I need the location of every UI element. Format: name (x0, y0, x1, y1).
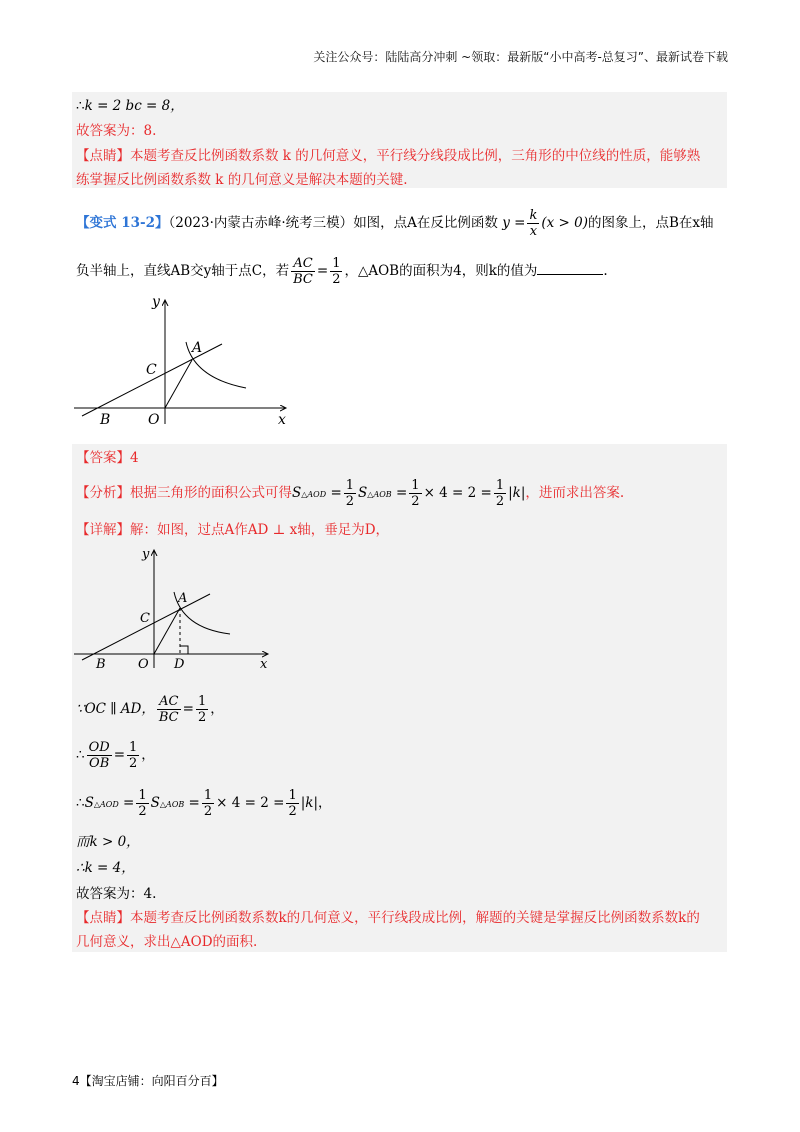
note-tag: 【点睛】 (76, 148, 130, 164)
problem-line-2 (76, 256, 608, 287)
equals-sign: = (113, 747, 125, 763)
step-1-fraction: $\frac{AC}{BC}$ (158, 694, 179, 725)
analysis-tag: 【分析】 (76, 485, 130, 501)
therefore-symbol: ∴ (76, 795, 85, 811)
segment-oa (165, 360, 192, 408)
prev-result-math: k = 2 bc = 8， (84, 98, 184, 114)
comma: ， (141, 747, 155, 763)
func-fraction: $\frac{k}{x}$ (529, 208, 538, 239)
prev-result-line (76, 96, 184, 116)
label-b: B (96, 657, 106, 672)
label-b: B (100, 412, 111, 428)
area-symbol: S (84, 795, 94, 811)
area-symbol: S (150, 795, 160, 811)
note2-text-1: 本题考查反比例函数系数k的几何意义，平行线段成比例，解题的关键是掌握反比例函数系数k的 (130, 910, 700, 926)
prev-note-line-1 (76, 146, 700, 166)
answer-line (76, 448, 139, 468)
problem-text-2b: ，△AOB的面积为4，则k的值为 (344, 263, 538, 279)
page-number: 4 (72, 1074, 80, 1088)
area-subscript: △AOB (367, 490, 392, 499)
step-1-text: ∵OC ∥ AD， (76, 701, 155, 717)
detail-text: 解：如图，过点A作AD ⊥ x轴，垂足为D， (130, 522, 390, 538)
figure-2 (70, 542, 280, 672)
label-o: O (138, 657, 149, 672)
step-1 (76, 692, 224, 726)
problem-source: （2023·内蒙古赤峰·统考三模） (168, 215, 354, 231)
equals-sign: = (182, 701, 194, 717)
comma: ， (210, 701, 224, 717)
label-o: O (148, 412, 160, 428)
func-condition: (x > 0) (541, 215, 588, 231)
abs-k: |k| (300, 795, 318, 811)
detail-line (76, 520, 389, 540)
abs-k: |k| (508, 485, 526, 501)
label-x: x (260, 657, 268, 672)
note2-line-2: 几何意义，求出△AOD的面积. (76, 934, 258, 950)
problem-text-1a: 如图，点A在反比例函数 (353, 215, 498, 231)
label-y: y (142, 547, 150, 562)
half-fraction: $\frac{1}{2}$ (495, 478, 505, 509)
half-fraction: $\frac{1}{2}$ (411, 478, 420, 509)
answer-tag: 【答案】 (76, 450, 130, 466)
figure-1 (70, 290, 300, 430)
answer-blank (537, 260, 603, 275)
area-symbol: S (358, 485, 368, 501)
step-4: 而k > 0， (76, 834, 140, 850)
segment-oa (154, 608, 180, 654)
func-y: y = (502, 215, 526, 231)
label-c: C (146, 362, 157, 378)
label-x: x (278, 412, 286, 428)
analysis-text-a: 根据三角形的面积公式可得 (130, 485, 292, 501)
half-fraction: $\frac{1}{2}$ (288, 788, 297, 819)
therefore-symbol: ∴ (76, 98, 85, 114)
times-expression: × 4 = 2 = (423, 485, 492, 501)
area-subscript: △AOD (301, 490, 327, 499)
problem-text-1b: 的图象上，点B在x轴 (588, 215, 714, 231)
answer-value: 4 (130, 450, 139, 466)
period: . (603, 263, 608, 279)
comma: ， (318, 795, 332, 811)
right-angle-mark (180, 646, 188, 654)
note-tag: 【点睛】 (76, 910, 130, 926)
line-ab (82, 594, 210, 660)
problem-tag: 【变式 13-2】 (76, 215, 169, 231)
page-footer (72, 1072, 224, 1089)
half-fraction: $\frac{1}{2}$ (138, 788, 147, 819)
step-6: 故答案为：4. (76, 886, 157, 902)
label-c: C (140, 611, 150, 626)
shop-label: 【淘宝店铺：向阳百分百】 (79, 1074, 224, 1088)
prev-answer-line: 故答案为：8. (76, 123, 157, 139)
step-2-fraction: $\frac{OD}{OB}$ (88, 740, 110, 771)
ratio-fraction: $\frac{AC}{BC}$ (293, 256, 313, 287)
label-a: A (178, 591, 188, 606)
half-fraction: $\frac{1}{2}$ (129, 740, 138, 771)
area-subscript: △AOD (93, 800, 119, 809)
step-3: ∴S△AOD = $\frac{1}{2}$ S△AOB = $\frac{1}{2}$ × 4 = 2 = $\frac{1}{2}$ |k|， (76, 788, 332, 819)
times-expression: × 4 = 2 = (216, 795, 285, 811)
step-2 (76, 738, 155, 772)
note-text: 本题考查反比例函数系数 k 的几何意义，平行线分线段成比例，三角形的中位线的性质，能够熟 (130, 148, 701, 164)
step-5: ∴k = 4， (76, 860, 135, 876)
note2-line-1 (76, 908, 700, 928)
half-fraction: $\frac{1}{2}$ (345, 478, 355, 509)
problem-text-2a: 负半轴上，直线AB交y轴于点C，若 (76, 263, 290, 279)
equals-sign: = (316, 263, 329, 279)
half-fraction: $\frac{1}{2}$ (197, 694, 207, 725)
analysis-text-b: ，进而求出答案. (525, 485, 625, 501)
label-a: A (192, 340, 203, 356)
half-fraction: $\frac{1}{2}$ (203, 788, 213, 819)
analysis-line: 【分析】根据三角形的面积公式可得S△AOD = $\frac{1}{2}$ S△AOB = $\frac{1}{2}$ × 4 = 2 = $\frac{1}{2}$ |k|，进而求出答案. (76, 478, 625, 509)
therefore-symbol: ∴ (76, 747, 85, 763)
page-header: 关注公众号：陆陆高分冲刺 ~领取：最新版“小中高考-总复习”、最新试卷下载 (313, 50, 728, 64)
half-fraction: $\frac{1}{2}$ (332, 256, 341, 287)
prev-note-line-2: 练掌握反比例函数系数 k 的几何意义是解决本题的关键. (76, 172, 408, 188)
area-subscript: △AOB (159, 800, 185, 809)
problem-line-1 (76, 208, 714, 239)
label-d: D (174, 657, 185, 672)
label-y: y (152, 294, 160, 310)
area-symbol: S (292, 485, 302, 501)
detail-tag: 【详解】 (76, 522, 130, 538)
